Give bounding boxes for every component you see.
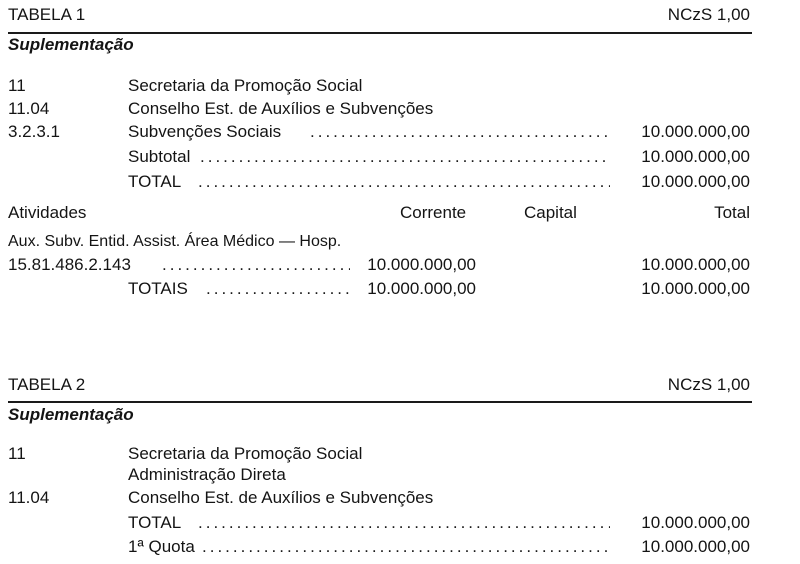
- activity-corrente-value: 10.000.000,00: [367, 255, 476, 274]
- total-value: 10.000.000,00: [641, 513, 750, 532]
- col-capital: Capital: [524, 203, 577, 222]
- dot-leader: [198, 171, 610, 193]
- row-code: 11: [8, 76, 26, 95]
- row-desc: Secretaria da Promoção Social: [128, 76, 363, 95]
- subtotal-value: 10.000.000,00: [641, 147, 750, 166]
- row-code: 11.04: [8, 99, 50, 118]
- dot-leader: [206, 278, 350, 300]
- tabela-2-title: TABELA 2: [8, 375, 86, 394]
- totais-label: TOTAIS: [128, 279, 188, 298]
- dot-leader: [310, 121, 610, 143]
- tabela-2-divider: [8, 401, 752, 403]
- quota-value: 10.000.000,00: [641, 537, 750, 556]
- totais-total: 10.000.000,00: [641, 279, 750, 298]
- dot-leader: [162, 254, 350, 276]
- activity-total-value: 10.000.000,00: [641, 255, 750, 274]
- row-code: 11.04: [8, 488, 50, 507]
- tabela-1-title: TABELA 1: [8, 5, 86, 24]
- row-desc: Subvenções Sociais: [128, 122, 282, 141]
- total-value: 10.000.000,00: [641, 172, 750, 191]
- col-atividades: Atividades: [8, 203, 87, 222]
- activity-description: Aux. Subv. Entid. Assist. Área Médico — Hosp.: [8, 233, 342, 250]
- row-code: 3.2.3.1: [8, 122, 60, 141]
- subtotal-label: Subtotal: [128, 147, 191, 166]
- row-desc: Conselho Est. de Auxílios e Subvenções: [128, 99, 434, 118]
- tabela-2-currency: NCzS 1,00: [667, 375, 750, 394]
- total-label: TOTAL: [128, 513, 182, 532]
- tabela-1-section: Suplementação: [8, 35, 134, 54]
- dot-leader: [200, 146, 610, 168]
- row-desc: Administração Direta: [128, 465, 286, 484]
- col-corrente: Corrente: [400, 203, 467, 222]
- row-value: 10.000.000,00: [641, 122, 750, 141]
- tabela-1-currency: NCzS 1,00: [667, 5, 750, 24]
- dot-leader: [198, 512, 610, 534]
- activity-code: 15.81.486.2.143: [8, 255, 131, 274]
- row-code: 11: [8, 444, 26, 463]
- totais-corrente: 10.000.000,00: [367, 279, 476, 298]
- dot-leader: [202, 536, 610, 558]
- col-total: Total: [714, 203, 750, 222]
- row-desc: Secretaria da Promoção Social: [128, 444, 363, 463]
- total-label: TOTAL: [128, 172, 182, 191]
- quota-label: 1ª Quota: [128, 537, 195, 556]
- row-desc: Conselho Est. de Auxílios e Subvenções: [128, 488, 434, 507]
- tabela-2-section: Suplementação: [8, 405, 134, 424]
